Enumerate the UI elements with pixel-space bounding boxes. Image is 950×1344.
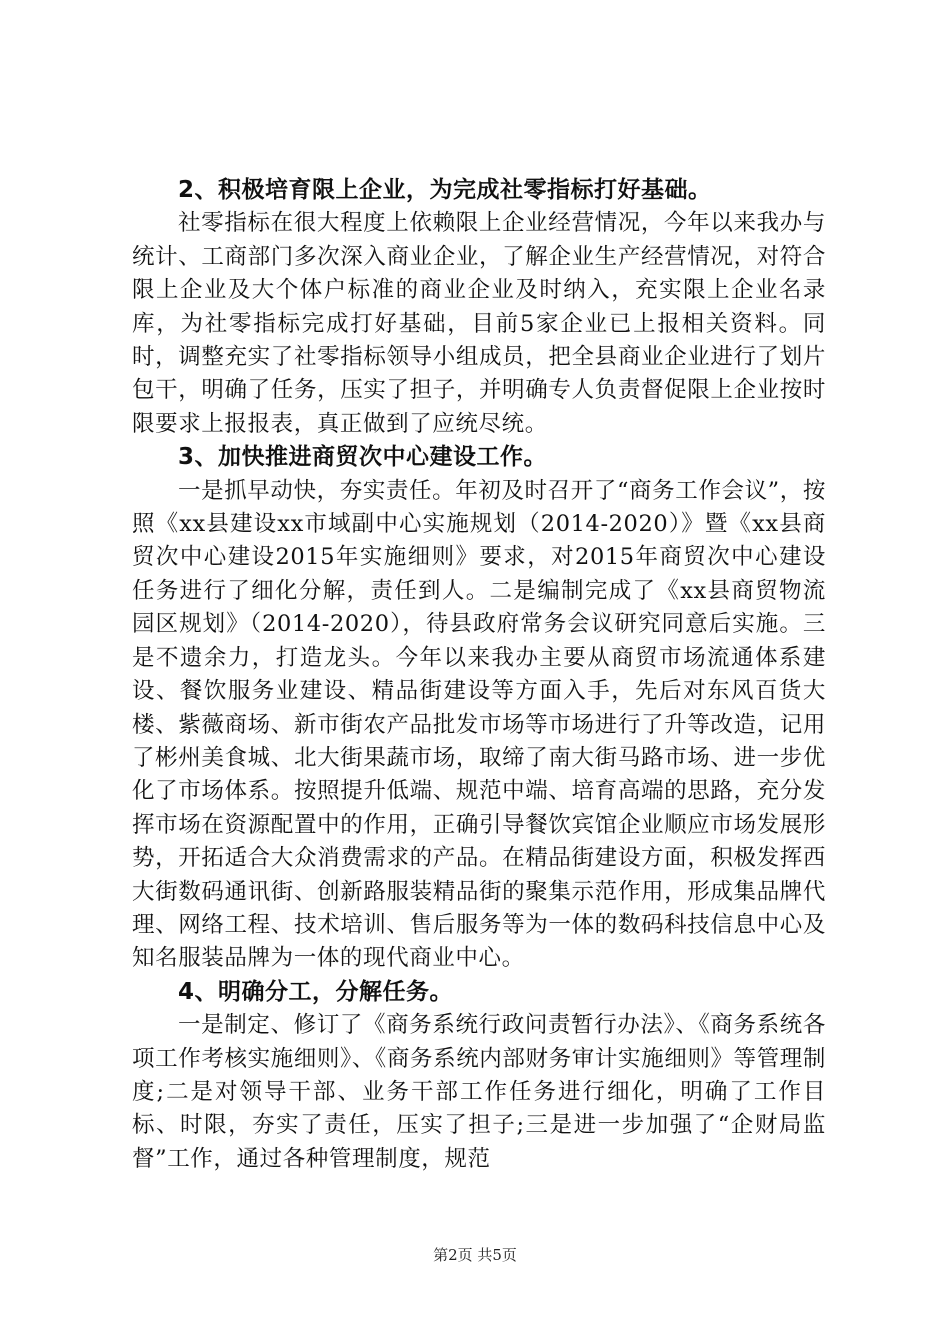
section-paragraph-2: 社零指标在很大程度上依赖限上企业经营情况，今年以来我办与统计、工商部门多次深入商业企业，了解企业生产经营情况，对符合限上企业及大个体户标准的商业企业及时纳入，充实限上企业名录库，为社零指标完成打好基础，目前5家企业已上报相关资料。同时，调整充实了社零指标领导小组成员，把全县商业企业进行了划片包干，明确了任务，压实了担子，并明确专人负责督促限上企业按时限要求上报报表，真正做到了应统尽统。 — [132, 210, 826, 437]
section-paragraph-4: 一是制定、修订了《商务系统行政问责暂行办法》、《商务系统各项工作考核实施细则》、《商务系统内部财务审计实施细则》等管理制度;二是对领导干部、业务干部工作任务进行细化，明确了工作目标、时限，夯实了责任，压实了担子;三是进一步加强了“企财局监督”工作，通过各种管理制度，规范 — [132, 1012, 826, 1172]
section-paragraph-3: 一是抓早动快，夯实责任。年初及时召开了“商务工作会议”，按照《xx县建设xx市域副中心实施规划（2014-2020）》暨《xx县商贸次中心建设2015年实施细则》要求，对2015年商贸次中心建设任务进行了细化分解，责任到人。二是编制完成了《xx县商贸物流园区规划》（2014-2020），待县政府常务会议研究同意后实施。三是不遗余力，打造龙头。今年以来我办主要从商贸市场流通体系建设、餐饮服务业建设、精品街建设等方面入手，先后对东风百货大楼、紫薇商场、新市街农产品批发市场等市场进行了升等改造，记用了彬州美食城、北大街果蔬市场，取缔了南大街马路市场、进一步优化了市场体系。按照提升低端、规范中端、培育高端的思路，充分发挥市场在资源配置中的作用，正确引导餐饮宾馆企业顺应市场发展形势，开拓适合大众消费需求的产品。在精品街建设方面，积极发挥西大街数码通讯街、创新路服装精品街的聚集示范作用，形成集品牌代理、网络工程、技术培训、售后服务等为一体的数码科技信息中心及知名服装品牌为一体的现代商业中心。 — [132, 477, 826, 972]
page-number-label: 第2页 共5页 — [433, 1246, 517, 1264]
section-heading-2: 2、积极培育限上企业，为完成社零指标打好基础。 — [178, 177, 712, 203]
section-heading-3: 3、加快推进商贸次中心建设工作。 — [178, 444, 548, 471]
section-heading-4: 4、明确分工，分解任务。 — [178, 978, 454, 1005]
page-footer — [0, 1245, 950, 1265]
document-body — [132, 174, 826, 1176]
